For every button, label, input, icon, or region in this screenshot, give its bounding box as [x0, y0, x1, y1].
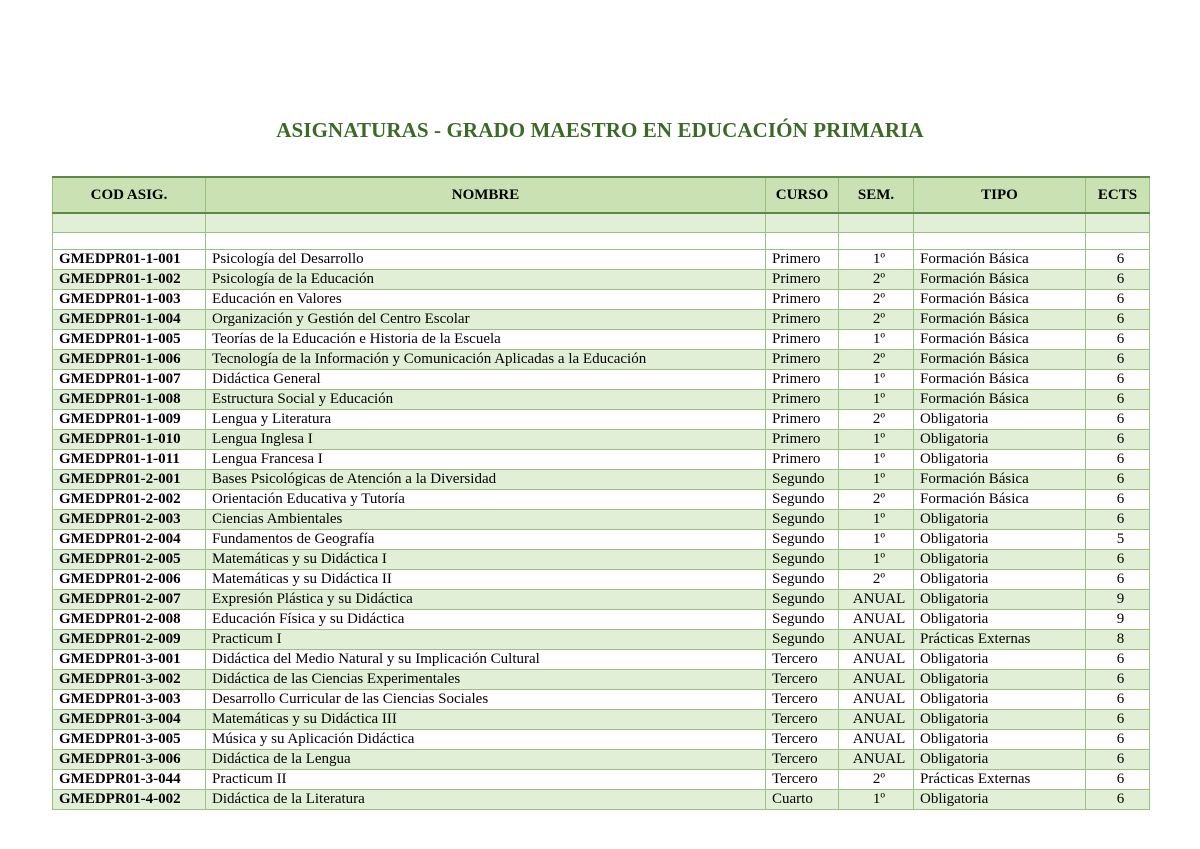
cell-ects: 6 — [1086, 450, 1150, 470]
cell-name: Fundamentos de Geografía — [206, 530, 766, 550]
cell-type: Prácticas Externas — [914, 630, 1086, 650]
cell-course: Tercero — [766, 770, 839, 790]
cell-course: Tercero — [766, 750, 839, 770]
cell-type: Obligatoria — [914, 590, 1086, 610]
cell-ects: 6 — [1086, 690, 1150, 710]
table-row — [53, 290, 1150, 310]
cell-type: Obligatoria — [914, 430, 1086, 450]
cell-name: Practicum I — [206, 630, 766, 650]
table-row — [53, 750, 1150, 770]
cell-name: Matemáticas y su Didáctica I — [206, 550, 766, 570]
cell-ects: 6 — [1086, 250, 1150, 270]
cell-type: Obligatoria — [914, 750, 1086, 770]
cell-type: Formación Básica — [914, 270, 1086, 290]
cell-code: GMEDPR01-2-009 — [53, 630, 206, 650]
cell-sem: 1º — [839, 530, 914, 550]
cell-ects: 6 — [1086, 470, 1150, 490]
cell-type: Obligatoria — [914, 530, 1086, 550]
cell-course: Tercero — [766, 650, 839, 670]
cell-name: Didáctica General — [206, 370, 766, 390]
header-ects: ECTS — [1086, 177, 1150, 213]
cell-ects: 9 — [1086, 590, 1150, 610]
cell-type: Obligatoria — [914, 450, 1086, 470]
cell-sem: ANUAL — [839, 650, 914, 670]
cell-ects: 6 — [1086, 770, 1150, 790]
cell-course: Segundo — [766, 590, 839, 610]
cell-code: GMEDPR01-3-006 — [53, 750, 206, 770]
table-row — [53, 590, 1150, 610]
cell-sem: 1º — [839, 550, 914, 570]
cell-sem: 2º — [839, 410, 914, 430]
cell-name: Tecnología de la Información y Comunicación Aplicadas a la Educación — [206, 350, 766, 370]
cell-type: Formación Básica — [914, 250, 1086, 270]
cell-course: Primero — [766, 270, 839, 290]
cell-ects: 8 — [1086, 630, 1150, 650]
cell-code: GMEDPR01-3-044 — [53, 770, 206, 790]
cell-sem: ANUAL — [839, 690, 914, 710]
cell-name: Teorías de la Educación e Historia de la Escuela — [206, 330, 766, 350]
cell-type: Obligatoria — [914, 790, 1086, 810]
table-row — [53, 630, 1150, 650]
cell-type: Formación Básica — [914, 390, 1086, 410]
cell-name: Lengua y Literatura — [206, 410, 766, 430]
cell-course: Primero — [766, 310, 839, 330]
table-row — [53, 470, 1150, 490]
cell-type: Formación Básica — [914, 470, 1086, 490]
cell-course: Primero — [766, 250, 839, 270]
cell-name: Practicum II — [206, 770, 766, 790]
cell-type: Obligatoria — [914, 710, 1086, 730]
cell-name: Organización y Gestión del Centro Escolar — [206, 310, 766, 330]
cell-course: Segundo — [766, 530, 839, 550]
cell-name: Lengua Francesa I — [206, 450, 766, 470]
table-row — [53, 270, 1150, 290]
cell-code: GMEDPR01-2-003 — [53, 510, 206, 530]
cell-ects: 6 — [1086, 650, 1150, 670]
cell-ects: 6 — [1086, 430, 1150, 450]
spacer-row — [53, 233, 1150, 250]
table-row — [53, 430, 1150, 450]
cell-ects: 6 — [1086, 270, 1150, 290]
table-row — [53, 650, 1150, 670]
cell-code: GMEDPR01-1-011 — [53, 450, 206, 470]
cell-course: Segundo — [766, 470, 839, 490]
cell-code: GMEDPR01-2-001 — [53, 470, 206, 490]
cell-type: Formación Básica — [914, 290, 1086, 310]
cell-type: Formación Básica — [914, 310, 1086, 330]
cell-course: Segundo — [766, 490, 839, 510]
cell-name: Didáctica del Medio Natural y su Implicación Cultural — [206, 650, 766, 670]
cell-name: Didáctica de las Ciencias Experimentales — [206, 670, 766, 690]
cell-sem: 2º — [839, 290, 914, 310]
cell-type: Formación Básica — [914, 490, 1086, 510]
cell-course: Tercero — [766, 670, 839, 690]
cell-ects: 5 — [1086, 530, 1150, 550]
cell-name: Educación en Valores — [206, 290, 766, 310]
cell-code: GMEDPR01-1-007 — [53, 370, 206, 390]
cell-course: Primero — [766, 430, 839, 450]
cell-code: GMEDPR01-3-001 — [53, 650, 206, 670]
cell-type: Obligatoria — [914, 410, 1086, 430]
cell-ects: 6 — [1086, 410, 1150, 430]
cell-name: Orientación Educativa y Tutoría — [206, 490, 766, 510]
table-row — [53, 770, 1150, 790]
cell-code: GMEDPR01-2-006 — [53, 570, 206, 590]
cell-name: Psicología del Desarrollo — [206, 250, 766, 270]
cell-sem: ANUAL — [839, 610, 914, 630]
cell-ects: 6 — [1086, 710, 1150, 730]
cell-type: Obligatoria — [914, 670, 1086, 690]
table-row — [53, 570, 1150, 590]
cell-course: Primero — [766, 350, 839, 370]
table-row — [53, 790, 1150, 810]
cell-course: Segundo — [766, 630, 839, 650]
cell-name: Desarrollo Curricular de las Ciencias Sociales — [206, 690, 766, 710]
cell-ects: 6 — [1086, 290, 1150, 310]
blank-row — [53, 213, 1150, 233]
cell-sem: 2º — [839, 270, 914, 290]
cell-course: Primero — [766, 450, 839, 470]
cell-ects: 9 — [1086, 610, 1150, 630]
cell-name: Matemáticas y su Didáctica II — [206, 570, 766, 590]
cell-sem: 2º — [839, 490, 914, 510]
cell-course: Primero — [766, 370, 839, 390]
page-title: ASIGNATURAS - GRADO MAESTRO EN EDUCACIÓN PRIMARIA — [276, 118, 924, 142]
cell-sem: 1º — [839, 430, 914, 450]
subjects-table — [52, 176, 1150, 810]
cell-code: GMEDPR01-1-005 — [53, 330, 206, 350]
cell-course: Primero — [766, 390, 839, 410]
table-row — [53, 550, 1150, 570]
cell-name: Psicología de la Educación — [206, 270, 766, 290]
cell-name: Música y su Aplicación Didáctica — [206, 730, 766, 750]
cell-sem: 1º — [839, 390, 914, 410]
cell-name: Lengua Inglesa I — [206, 430, 766, 450]
cell-code: GMEDPR01-1-009 — [53, 410, 206, 430]
table-row — [53, 710, 1150, 730]
cell-course: Primero — [766, 330, 839, 350]
table-row — [53, 690, 1150, 710]
cell-sem: 1º — [839, 510, 914, 530]
cell-sem: 2º — [839, 770, 914, 790]
cell-sem: 2º — [839, 350, 914, 370]
cell-ects: 6 — [1086, 330, 1150, 350]
cell-ects: 6 — [1086, 730, 1150, 750]
cell-type: Formación Básica — [914, 330, 1086, 350]
table-row — [53, 410, 1150, 430]
cell-sem: 1º — [839, 450, 914, 470]
cell-course: Primero — [766, 290, 839, 310]
cell-code: GMEDPR01-3-002 — [53, 670, 206, 690]
cell-course: Tercero — [766, 730, 839, 750]
cell-course: Tercero — [766, 690, 839, 710]
table-row — [53, 510, 1150, 530]
cell-code: GMEDPR01-1-004 — [53, 310, 206, 330]
cell-sem: 1º — [839, 470, 914, 490]
header-sem: SEM. — [839, 177, 914, 213]
cell-code: GMEDPR01-1-002 — [53, 270, 206, 290]
cell-sem: 1º — [839, 790, 914, 810]
table-header-row — [53, 177, 1150, 213]
cell-type: Obligatoria — [914, 690, 1086, 710]
header-code: COD ASIG. — [53, 177, 206, 213]
cell-code: GMEDPR01-3-003 — [53, 690, 206, 710]
cell-course: Segundo — [766, 510, 839, 530]
cell-sem: ANUAL — [839, 670, 914, 690]
cell-ects: 6 — [1086, 390, 1150, 410]
table-body — [53, 213, 1150, 810]
cell-sem: 2º — [839, 570, 914, 590]
table-row — [53, 330, 1150, 350]
cell-type: Prácticas Externas — [914, 770, 1086, 790]
cell-type: Obligatoria — [914, 730, 1086, 750]
cell-name: Bases Psicológicas de Atención a la Diversidad — [206, 470, 766, 490]
cell-code: GMEDPR01-1-010 — [53, 430, 206, 450]
cell-type: Formación Básica — [914, 370, 1086, 390]
cell-ects: 6 — [1086, 670, 1150, 690]
cell-course: Cuarto — [766, 790, 839, 810]
cell-sem: 2º — [839, 310, 914, 330]
cell-ects: 6 — [1086, 490, 1150, 510]
cell-code: GMEDPR01-2-002 — [53, 490, 206, 510]
cell-type: Obligatoria — [914, 610, 1086, 630]
header-type: TIPO — [914, 177, 1086, 213]
table-row — [53, 490, 1150, 510]
cell-ects: 6 — [1086, 750, 1150, 770]
cell-name: Expresión Plástica y su Didáctica — [206, 590, 766, 610]
cell-course: Segundo — [766, 610, 839, 630]
table-row — [53, 250, 1150, 270]
cell-sem: ANUAL — [839, 630, 914, 650]
cell-code: GMEDPR01-1-006 — [53, 350, 206, 370]
cell-code: GMEDPR01-1-001 — [53, 250, 206, 270]
cell-sem: ANUAL — [839, 750, 914, 770]
cell-name: Educación Física y su Didáctica — [206, 610, 766, 630]
cell-ects: 6 — [1086, 310, 1150, 330]
cell-name: Ciencias Ambientales — [206, 510, 766, 530]
cell-ects: 6 — [1086, 790, 1150, 810]
cell-ects: 6 — [1086, 350, 1150, 370]
cell-course: Segundo — [766, 570, 839, 590]
cell-type: Obligatoria — [914, 510, 1086, 530]
cell-course: Tercero — [766, 710, 839, 730]
table-row — [53, 610, 1150, 630]
cell-code: GMEDPR01-2-008 — [53, 610, 206, 630]
cell-ects: 6 — [1086, 510, 1150, 530]
table-row — [53, 450, 1150, 470]
cell-code: GMEDPR01-1-008 — [53, 390, 206, 410]
cell-code: GMEDPR01-2-004 — [53, 530, 206, 550]
cell-type: Obligatoria — [914, 550, 1086, 570]
cell-sem: 1º — [839, 370, 914, 390]
cell-ects: 6 — [1086, 570, 1150, 590]
cell-type: Obligatoria — [914, 650, 1086, 670]
table-row — [53, 310, 1150, 330]
table-row — [53, 390, 1150, 410]
cell-name: Estructura Social y Educación — [206, 390, 766, 410]
cell-name: Matemáticas y su Didáctica III — [206, 710, 766, 730]
cell-sem: 1º — [839, 250, 914, 270]
cell-sem: ANUAL — [839, 590, 914, 610]
table-row — [53, 670, 1150, 690]
cell-code: GMEDPR01-3-005 — [53, 730, 206, 750]
table-row — [53, 350, 1150, 370]
cell-type: Obligatoria — [914, 570, 1086, 590]
cell-name: Didáctica de la Lengua — [206, 750, 766, 770]
cell-sem: ANUAL — [839, 730, 914, 750]
table-row — [53, 370, 1150, 390]
cell-sem: 1º — [839, 330, 914, 350]
cell-code: GMEDPR01-3-004 — [53, 710, 206, 730]
cell-code: GMEDPR01-2-007 — [53, 590, 206, 610]
cell-name: Didáctica de la Literatura — [206, 790, 766, 810]
cell-type: Formación Básica — [914, 350, 1086, 370]
cell-code: GMEDPR01-4-002 — [53, 790, 206, 810]
cell-course: Primero — [766, 410, 839, 430]
header-course: CURSO — [766, 177, 839, 213]
cell-sem: ANUAL — [839, 710, 914, 730]
cell-ects: 6 — [1086, 370, 1150, 390]
cell-ects: 6 — [1086, 550, 1150, 570]
header-name: NOMBRE — [206, 177, 766, 213]
cell-code: GMEDPR01-1-003 — [53, 290, 206, 310]
table-row — [53, 530, 1150, 550]
cell-code: GMEDPR01-2-005 — [53, 550, 206, 570]
table-row — [53, 730, 1150, 750]
cell-course: Segundo — [766, 550, 839, 570]
